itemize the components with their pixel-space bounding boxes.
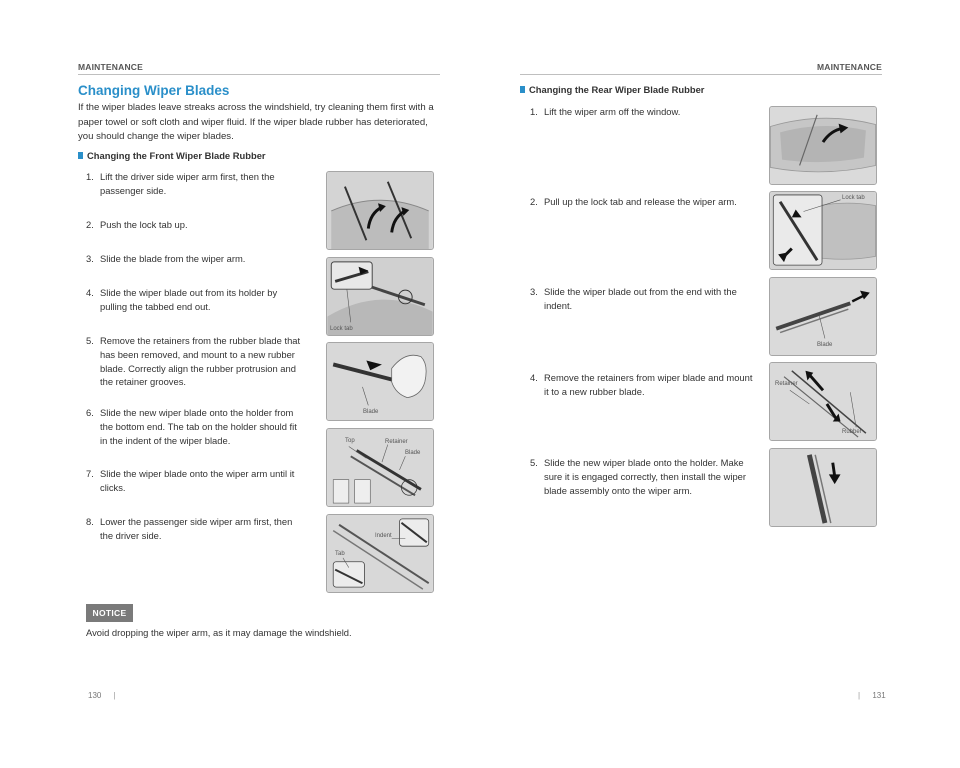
section-label-left: MAINTENANCE [78, 62, 144, 72]
step-text: Slide the wiper blade out from its holder by pulling the tabbed end out. [100, 287, 278, 312]
callout-rear-blade: Blade [817, 342, 833, 348]
step-number: 4. [86, 287, 94, 298]
callout-lock-tab: Lock tab [330, 326, 353, 332]
figure-retainer [326, 428, 434, 507]
callout-blade-2: Blade [405, 450, 421, 456]
slide-blade-illustration [327, 343, 433, 420]
step-text: Slide the new wiper blade onto the holder from the bottom end. The tab on the holder should fit in the indent of the wiper blade. [100, 407, 297, 446]
lock-tab-illustration [327, 258, 433, 335]
windshield-wipers-illustration [327, 172, 433, 249]
square-bullet-icon [520, 86, 525, 93]
step-text: Remove the retainers from wiper blade and mount it to a new rubber blade. [544, 372, 753, 397]
step-text: Slide the new wiper blade onto the holder. Make sure it is engaged correctly, then install the wiper blade assembly onto the wiper arm. [544, 457, 747, 496]
step-number: 5. [530, 457, 538, 468]
figure-indent-tab [326, 514, 434, 593]
front-step-1 [86, 170, 301, 198]
page-number-left: 130 | [88, 691, 116, 700]
rear-install-illustration [770, 449, 876, 526]
front-step-4 [86, 286, 301, 314]
step-number: 4. [530, 372, 538, 383]
figure-rear-install [769, 448, 877, 527]
figure-rear-blade [769, 277, 877, 356]
step-text: Lower the passenger side wiper arm first, then the driver side. [100, 516, 293, 541]
step-text: Lift the wiper arm off the window. [544, 106, 681, 117]
header-rule-left [78, 74, 440, 75]
rear-lift-arm-illustration [770, 107, 876, 184]
front-step-2 [86, 218, 301, 232]
rear-step-5 [530, 456, 755, 497]
notice-badge: NOTICE [86, 604, 133, 622]
step-number: 3. [530, 286, 538, 297]
callout-rear-lock-tab: Lock tab [842, 195, 865, 201]
step-number: 1. [86, 171, 94, 182]
callout-rubber: Rubber [842, 429, 862, 435]
step-number: 3. [86, 253, 94, 264]
front-step-5 [86, 334, 301, 389]
front-subheading-text: Changing the Front Wiper Blade Rubber [87, 150, 266, 161]
front-step-3 [86, 252, 301, 266]
step-number: 8. [86, 516, 94, 527]
rear-step-1 [530, 105, 755, 119]
page-number-right-value: 131 [872, 691, 886, 700]
figure-rear-lock-tab [769, 191, 877, 270]
rear-lock-tab-illustration [770, 192, 876, 269]
step-number: 2. [530, 196, 538, 207]
header-rule-right [520, 74, 882, 75]
step-text: Push the lock tab up. [100, 219, 188, 230]
callout-blade: Blade [363, 409, 379, 415]
figure-windshield-wipers [326, 171, 434, 250]
intro-paragraph: If the wiper blades leave streaks across the windshield, try cleaning them first with a paper towel or soft cloth and wiper fluid. If the wiper blade rubber has deteriorated, you should change the wiper blades. [78, 102, 434, 142]
figure-lock-tab [326, 257, 434, 336]
front-step-6 [86, 406, 301, 447]
step-text: Remove the retainers from the rubber blade that has been removed, and mount to a new rubber blade. Correctly align the rubber protrusion and the retainer grooves. [100, 335, 301, 388]
step-number: 7. [86, 468, 94, 479]
callout-retainer: Retainer [775, 381, 798, 387]
rear-subheading-text: Changing the Rear Wiper Blade Rubber [529, 84, 705, 95]
step-number: 1. [530, 106, 538, 117]
front-subheading [78, 150, 266, 161]
front-step-8 [86, 515, 301, 543]
rear-step-4 [530, 371, 755, 399]
figure-rear-retainer [769, 362, 877, 441]
rear-step-2 [530, 195, 755, 209]
step-text: Slide the blade from the wiper arm. [100, 253, 246, 264]
page-title: Changing Wiper Blades [78, 83, 230, 98]
figure-slide-blade [326, 342, 434, 421]
page-number-right: | 131 [858, 691, 886, 700]
step-text: Slide the wiper blade onto the wiper arm until it clicks. [100, 468, 295, 493]
page-number-left-value: 130 [88, 691, 102, 700]
callout-tab: Tab [335, 551, 345, 557]
retainer-illustration [327, 429, 433, 506]
step-number: 2. [86, 219, 94, 230]
section-label-right: MAINTENANCE [816, 62, 882, 72]
callout-indent: Indent [375, 533, 392, 539]
figure-rear-lift-arm [769, 106, 877, 185]
rear-subheading [520, 84, 704, 95]
notice-text: Avoid dropping the wiper arm, as it may damage the windshield. [86, 627, 352, 638]
step-text: Pull up the lock tab and release the wiper arm. [544, 196, 737, 207]
step-number: 5. [86, 335, 94, 346]
front-step-7 [86, 467, 301, 495]
rear-step-3 [530, 285, 755, 313]
step-number: 6. [86, 407, 94, 418]
callout-top: Top [345, 438, 355, 444]
callout-retainer: Retainer [385, 439, 408, 445]
step-text: Slide the wiper blade out from the end with the indent. [544, 286, 737, 311]
step-text: Lift the driver side wiper arm first, then the passenger side. [100, 171, 275, 196]
square-bullet-icon [78, 152, 83, 159]
